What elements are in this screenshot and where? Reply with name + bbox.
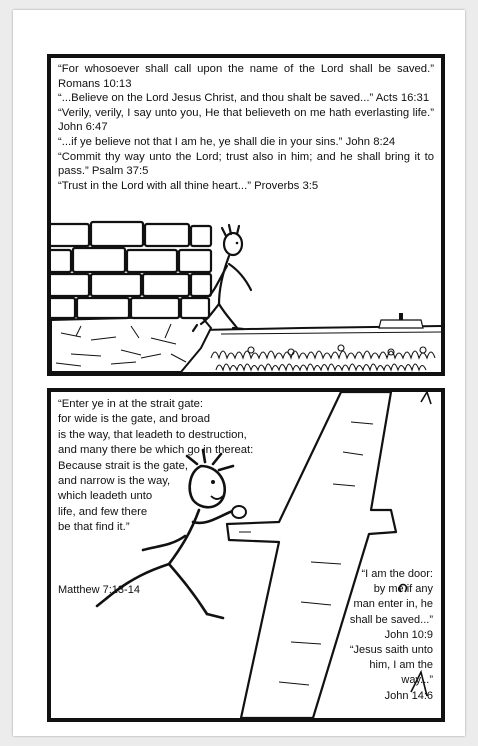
john-line: man enter in, he [353,598,433,611]
verse-acts-16-31: “...Believe on the Lord Jesus Christ, and thou shalt be saved...” Acts 16:31 [58,92,430,105]
top-panel [47,54,445,376]
bottom-panel [47,388,445,722]
john-line: “I am the door: [361,568,433,580]
matthew-line: be that find it.” [58,521,130,534]
verse-john-6-47: “Verily, verily, I say unto you, He that believeth on me hath everlasting life.” John 6:47 [58,106,434,134]
verse-psalm-37-5: “Commit thy way unto the Lord; trust also in him; and he shall bring it to pass.” Psalm 37:5 [58,150,434,178]
john-line: him, I am the way...” [369,659,433,687]
matthew-quote [58,397,293,536]
matthew-line: for wide is the gate, and broad [58,413,210,426]
matthew-line: life, and few there [58,505,148,518]
matthew-line: and narrow is the way, [58,475,171,488]
matthew-line: “Enter ye in at the strait gate: [58,398,204,410]
matthew-reference: Matthew 7:13-14 [58,584,140,596]
matthew-line: is the way, that leadeth to destruction, [58,428,247,441]
matthew-line: and many there be which go in thereat: [58,444,254,457]
matthew-line: which leadeth unto [58,490,153,503]
verse-proverbs-3-5: “Trust in the Lord with all thine heart...” Proverbs 3:5 [58,179,319,192]
john-line: shall be saved...” [349,613,433,626]
john-quotes [343,567,433,704]
matthew-line: Because strait is the gate, [58,459,188,472]
verse-john-8-24: “...if ye believe not that I am he, ye shall die in your sins.” John 8:24 [58,135,396,148]
verse-romans-10-13: “For whosoever shall call upon the name of the Lord shall be saved.” Romans 10:13 [58,63,434,90]
john-reference: John 10:9 [384,628,433,641]
comic-page [13,10,465,736]
verses-block [58,62,434,193]
john-line: by me if any [373,583,433,596]
john-line: “Jesus saith unto [349,644,433,657]
john-reference: John 14:6 [384,689,433,702]
